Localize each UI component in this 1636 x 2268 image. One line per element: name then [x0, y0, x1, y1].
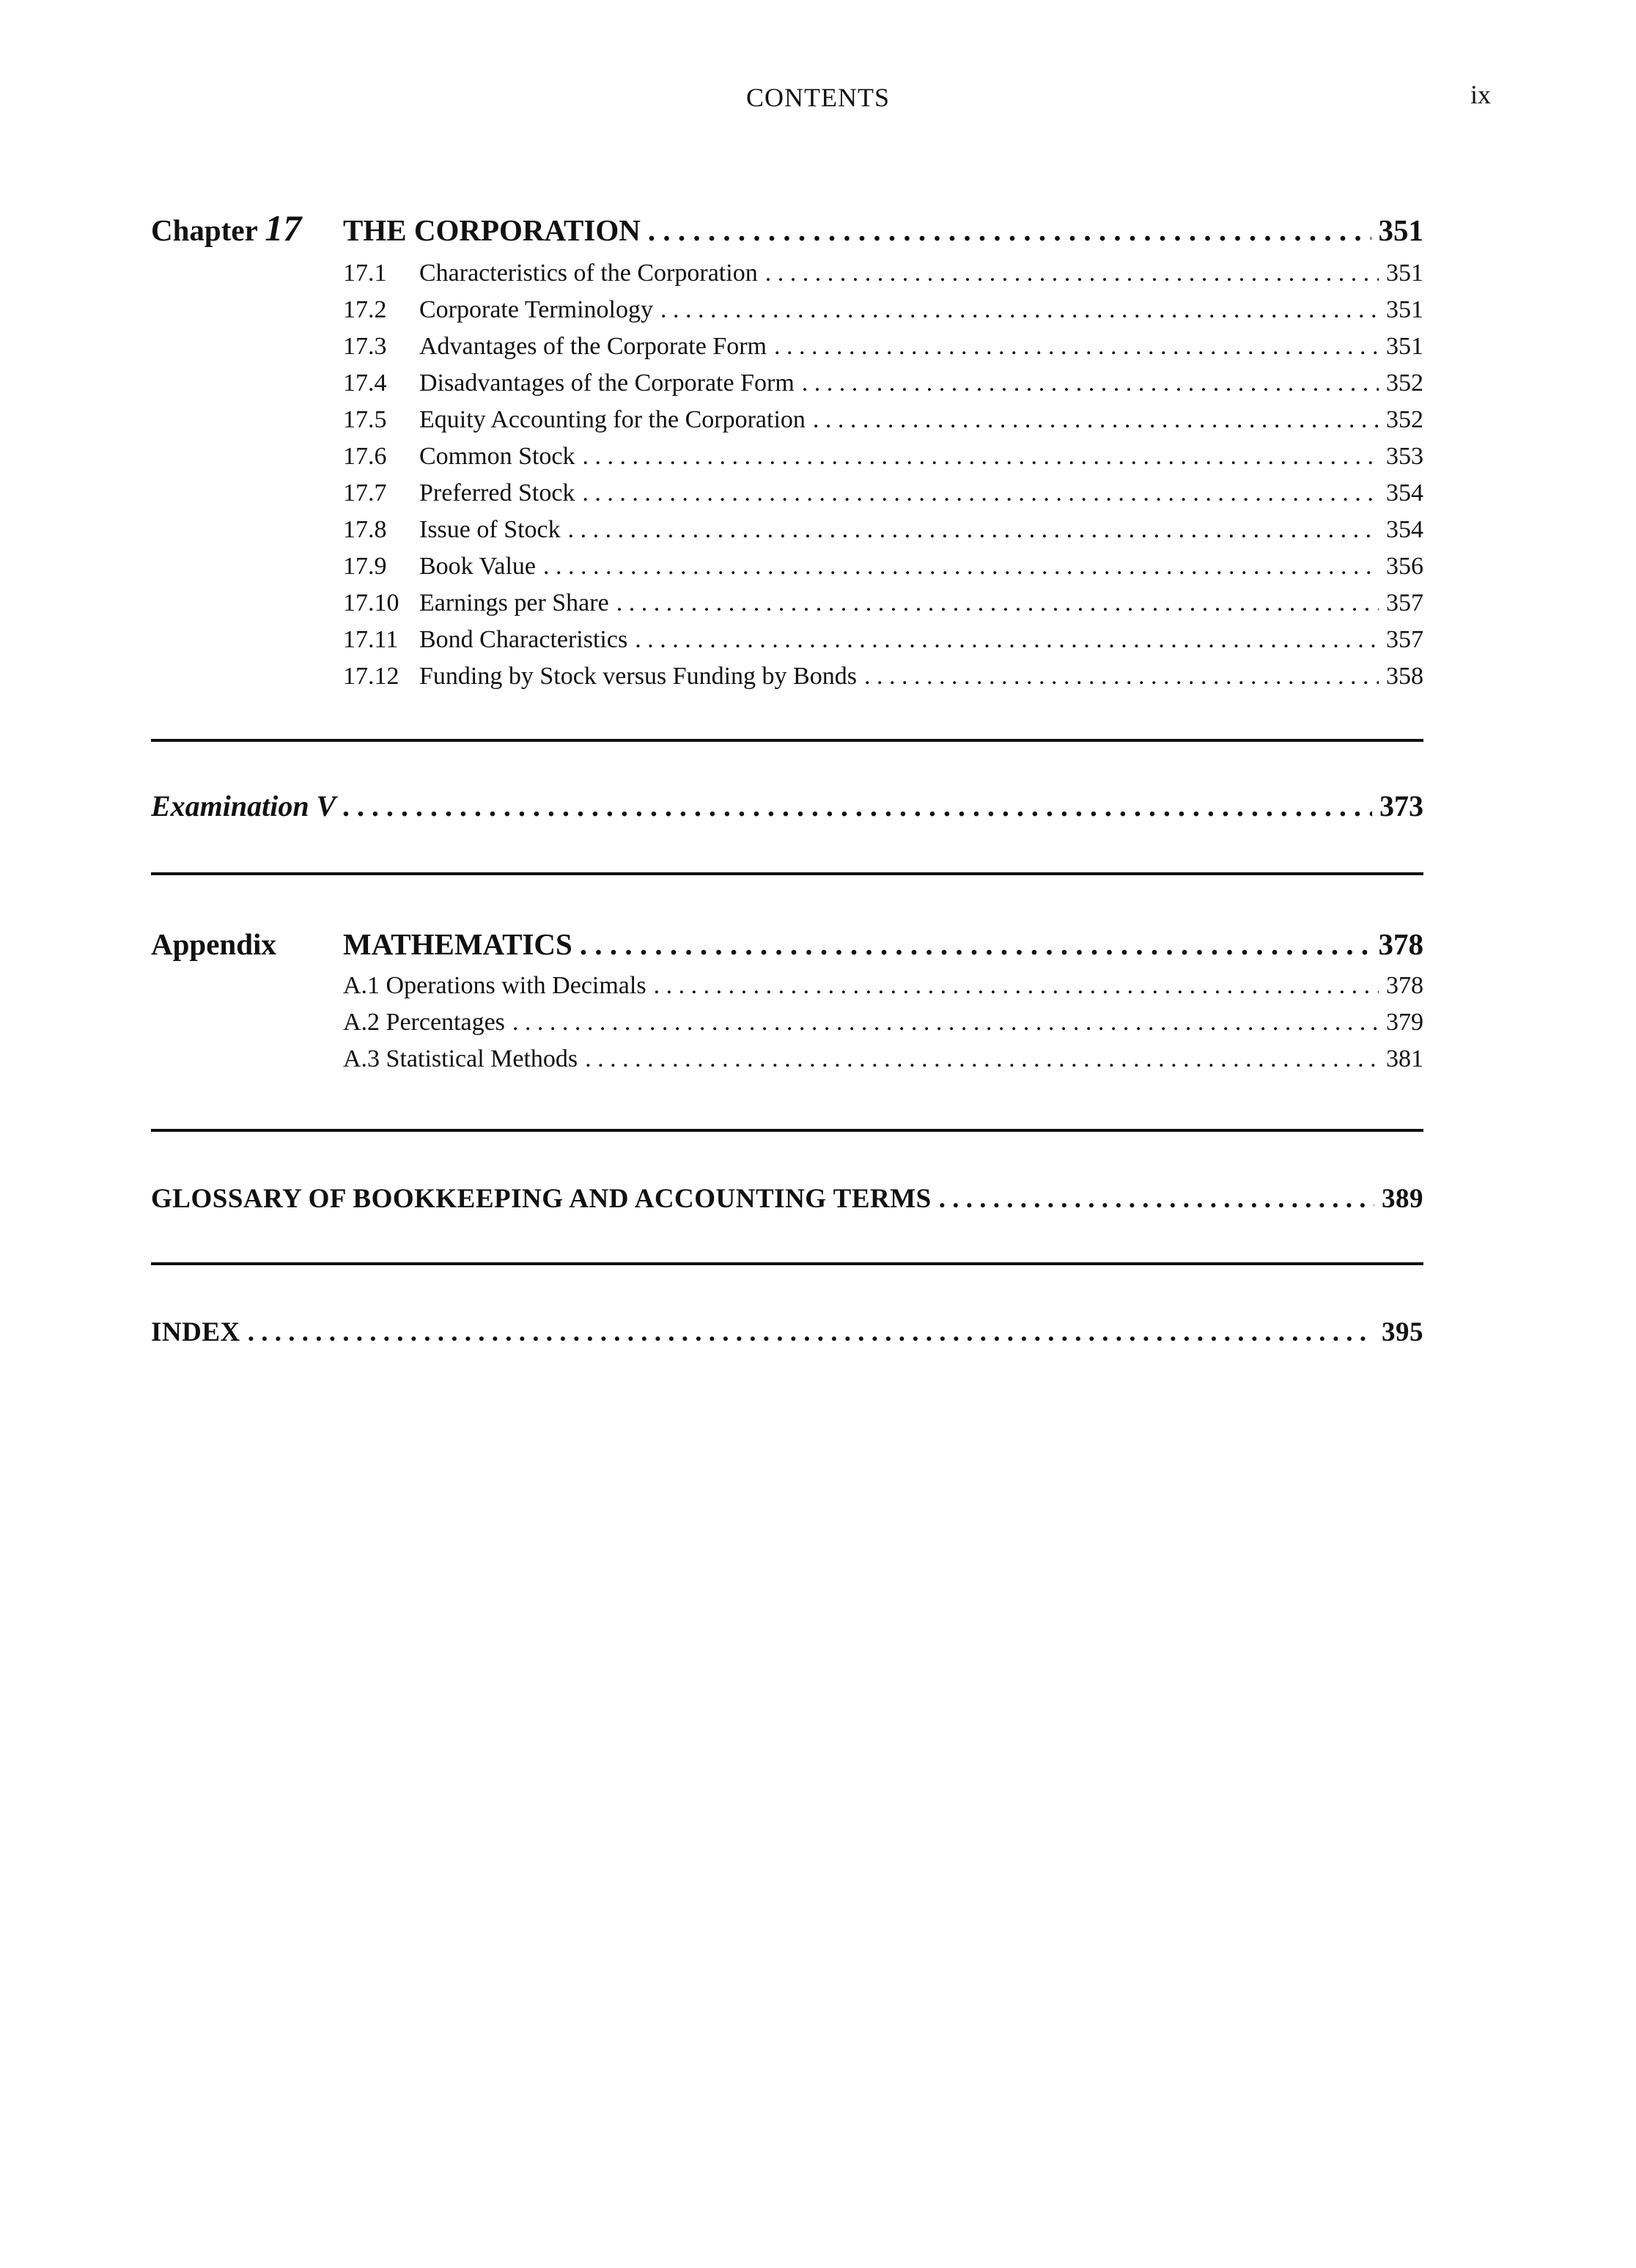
page-number: ix	[1470, 80, 1491, 109]
examination-page: 373	[1379, 789, 1423, 822]
section-page: 354	[1386, 516, 1423, 543]
dot-leader	[802, 369, 1379, 397]
chapter-title: THE CORPORATION	[343, 213, 641, 247]
chapter-label	[151, 207, 343, 249]
section-number: 17.7	[343, 479, 387, 507]
toc-entry[interactable]	[343, 626, 1423, 663]
appendix-label: Appendix	[151, 927, 276, 961]
section-page: 357	[1386, 589, 1423, 616]
dot-leader	[580, 927, 1371, 962]
dot-leader	[774, 333, 1379, 361]
glossary-section	[151, 1183, 1423, 1215]
dot-leader	[635, 626, 1379, 654]
section-page: 351	[1386, 333, 1423, 360]
section-title: Bond Characteristics	[419, 626, 628, 653]
appendix-heading	[151, 927, 1423, 962]
examination-line[interactable]	[151, 789, 1423, 823]
toc-entry[interactable]	[343, 479, 1423, 516]
section-title: Characteristics of the Corporation	[419, 259, 758, 287]
index-page: 395	[1382, 1317, 1423, 1347]
dot-leader	[568, 516, 1379, 544]
section-title: Equity Accounting for the Corporation	[419, 406, 806, 433]
dot-leader	[648, 213, 1371, 248]
section-title: Common Stock	[419, 443, 575, 470]
toc-entry[interactable]	[343, 296, 1423, 333]
section-page: 358	[1386, 663, 1423, 690]
section-title: Corporate Terminology	[419, 296, 653, 323]
dot-leader	[660, 296, 1379, 324]
section-title: Advantages of the Corporate Form	[419, 333, 767, 360]
chapter-heading	[151, 207, 1423, 249]
chapter-page: 351	[1378, 213, 1423, 247]
chapter-section	[151, 207, 1423, 699]
index-section	[151, 1317, 1423, 1348]
section-divider	[151, 739, 1423, 742]
section-number: 17.12	[343, 663, 399, 690]
section-number: 17.9	[343, 553, 387, 580]
section-page: 357	[1386, 626, 1423, 653]
toc-entry[interactable]	[343, 972, 1423, 1009]
section-number: 17.11	[343, 626, 399, 653]
toc-entry[interactable]	[343, 1009, 1423, 1045]
toc-entry[interactable]	[343, 369, 1423, 406]
section-divider	[151, 872, 1423, 875]
dot-leader	[583, 443, 1379, 471]
toc-entry[interactable]	[343, 589, 1423, 626]
section-number: 17.10	[343, 589, 399, 616]
dot-leader	[939, 1183, 1374, 1215]
section-number: 17.5	[343, 406, 387, 433]
section-title: Preferred Stock	[419, 479, 575, 507]
glossary-line[interactable]	[151, 1183, 1423, 1215]
glossary-page: 389	[1382, 1184, 1423, 1214]
dot-leader	[654, 972, 1379, 1000]
chapter-word: Chapter	[151, 213, 258, 247]
section-page: 351	[1386, 259, 1423, 287]
section-number: 17.1	[343, 259, 387, 287]
index-line[interactable]	[151, 1317, 1423, 1348]
dot-leader	[543, 553, 1379, 581]
toc-entry[interactable]	[343, 259, 1423, 296]
section-number: 17.3	[343, 333, 387, 360]
toc-entry[interactable]	[343, 1045, 1423, 1082]
index-title: INDEX	[151, 1317, 240, 1347]
section-page: 381	[1386, 1045, 1423, 1072]
dot-leader	[343, 789, 1372, 823]
section-page: 378	[1386, 972, 1423, 999]
section-title: A.1 Operations with Decimals	[343, 972, 646, 999]
toc-entry[interactable]	[343, 516, 1423, 553]
appendix-title-line[interactable]	[343, 927, 1423, 962]
dot-leader	[616, 589, 1379, 617]
dot-leader	[813, 406, 1379, 434]
section-number: 17.4	[343, 369, 387, 397]
section-page: 354	[1386, 479, 1423, 507]
toc-entry[interactable]	[343, 443, 1423, 479]
section-title: A.2 Percentages	[343, 1009, 505, 1036]
chapter-title-line[interactable]	[343, 213, 1423, 248]
section-page: 352	[1386, 406, 1423, 433]
dot-leader	[765, 259, 1379, 287]
section-title: A.3 Statistical Methods	[343, 1045, 578, 1072]
appendix-page: 378	[1378, 927, 1423, 961]
section-title: Book Value	[419, 553, 536, 580]
appendix-section	[151, 927, 1423, 1082]
glossary-title: GLOSSARY OF BOOKKEEPING AND ACCOUNTING TERMS	[151, 1184, 932, 1214]
section-title: Disadvantages of the Corporate Form	[419, 369, 795, 397]
section-page: 351	[1386, 296, 1423, 323]
toc-entry[interactable]	[343, 406, 1423, 443]
toc-entry[interactable]	[343, 663, 1423, 699]
examination-title: Examination V	[151, 789, 336, 822]
section-title: Issue of Stock	[419, 516, 561, 543]
section-page: 379	[1386, 1009, 1423, 1036]
appendix-section-list	[343, 972, 1423, 1082]
section-divider	[151, 1262, 1423, 1265]
running-head: CONTENTS	[746, 83, 890, 112]
section-number: 17.2	[343, 296, 387, 323]
examination-section	[151, 789, 1423, 823]
section-title: Earnings per Share	[419, 589, 609, 616]
dot-leader	[585, 1045, 1379, 1073]
section-page: 356	[1386, 553, 1423, 580]
section-number: 17.8	[343, 516, 387, 543]
toc-entry[interactable]	[343, 333, 1423, 369]
chapter-number: 17	[265, 207, 302, 248]
appendix-title: MATHEMATICS	[343, 927, 572, 961]
section-title: Funding by Stock versus Funding by Bonds	[419, 663, 857, 690]
dot-leader	[864, 663, 1379, 691]
section-number: 17.6	[343, 443, 387, 470]
dot-leader	[512, 1009, 1379, 1037]
section-page: 353	[1386, 443, 1423, 470]
section-divider	[151, 1129, 1423, 1132]
chapter-section-list	[343, 259, 1423, 699]
dot-leader	[248, 1317, 1374, 1348]
dot-leader	[582, 479, 1379, 507]
toc-entry[interactable]	[343, 553, 1423, 589]
section-page: 352	[1386, 369, 1423, 397]
